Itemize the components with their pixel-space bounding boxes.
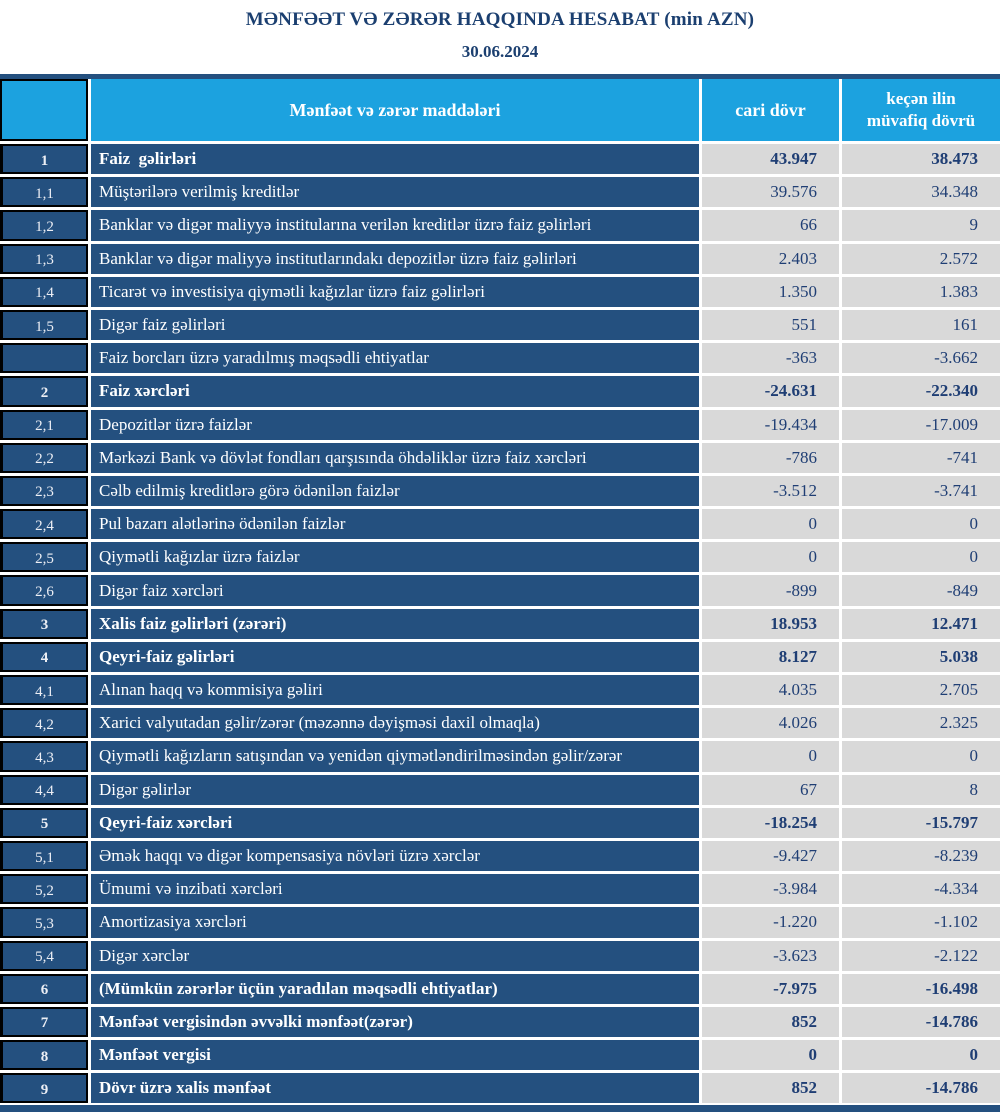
row-current-value: 8.127 bbox=[702, 642, 839, 672]
row-previous-value: 12.471 bbox=[842, 609, 1000, 639]
row-number-cell: 4,2 bbox=[0, 708, 88, 738]
row-current-value: -18.254 bbox=[702, 808, 839, 838]
row-current-value: -7.975 bbox=[702, 974, 839, 1004]
row-previous-value: -4.334 bbox=[842, 874, 1000, 904]
row-previous-value: 9 bbox=[842, 210, 1000, 240]
row-previous-value: -14.786 bbox=[842, 1007, 1000, 1037]
header-items-column: Mənfəət və zərər maddələri bbox=[91, 79, 699, 141]
row-number-cell: 1,1 bbox=[0, 177, 88, 207]
row-current-value: 4.026 bbox=[702, 708, 839, 738]
row-number-cell: 4 bbox=[0, 642, 88, 672]
row-current-value: 852 bbox=[702, 1073, 839, 1103]
row-number-cell: 4,4 bbox=[0, 775, 88, 805]
row-current-value: 1.350 bbox=[702, 277, 839, 307]
row-current-value: -9.427 bbox=[702, 841, 839, 871]
row-label-cell: Banklar və digər maliyyə institutlarındakı depozitlər üzrə faiz gəlirləri bbox=[91, 244, 699, 274]
report-title: MƏNFƏƏT VƏ ZƏRƏR HAQQINDA HESABAT (min AZN) bbox=[245, 9, 755, 30]
row-current-value: 0 bbox=[702, 1040, 839, 1070]
row-number-cell: 3 bbox=[0, 609, 88, 639]
row-previous-value: 8 bbox=[842, 775, 1000, 805]
row-label-cell: Alınan haqq və kommisiya gəliri bbox=[91, 675, 699, 705]
row-label-cell: Əmək haqqı və digər kompensasiya növləri üzrə xərclər bbox=[91, 841, 699, 871]
row-label-cell: Qiymətli kağızlar üzrə faizlər bbox=[91, 542, 699, 572]
row-number-cell: 2,5 bbox=[0, 542, 88, 572]
row-previous-value: -2.122 bbox=[842, 941, 1000, 971]
row-number-cell: 4,1 bbox=[0, 675, 88, 705]
header-corner-cell bbox=[0, 79, 88, 141]
row-number-cell: 1 bbox=[0, 144, 88, 174]
row-current-value: -786 bbox=[702, 443, 839, 473]
row-number-cell: 6 bbox=[0, 974, 88, 1004]
table-bottom-border bbox=[0, 1105, 1000, 1112]
row-previous-value: 1.383 bbox=[842, 277, 1000, 307]
row-number-cell: 2,3 bbox=[0, 476, 88, 506]
row-current-value: 2.403 bbox=[702, 244, 839, 274]
row-current-value: 551 bbox=[702, 310, 839, 340]
row-label-cell: Amortizasiya xərcləri bbox=[91, 907, 699, 937]
row-current-value: 0 bbox=[702, 741, 839, 771]
row-number-cell: 1,4 bbox=[0, 277, 88, 307]
row-label-cell: Müştərilərə verilmiş kreditlər bbox=[91, 177, 699, 207]
row-current-value: 67 bbox=[702, 775, 839, 805]
row-current-value: -3.512 bbox=[702, 476, 839, 506]
row-previous-value: -17.009 bbox=[842, 410, 1000, 440]
row-label-cell: Cəlb edilmiş kreditlərə görə ödənilən faizlər bbox=[91, 476, 699, 506]
row-label-cell: Qeyri-faiz gəlirləri bbox=[91, 642, 699, 672]
row-label-cell: Xalis faiz gəlirləri (zərəri) bbox=[91, 609, 699, 639]
row-number-cell: 5,2 bbox=[0, 874, 88, 904]
row-label-cell: Digər gəlirlər bbox=[91, 775, 699, 805]
row-label-cell: Banklar və digər maliyyə institularına verilən kreditlər üzrə faiz gəlirləri bbox=[91, 210, 699, 240]
row-number-cell: 2,4 bbox=[0, 509, 88, 539]
row-current-value: 0 bbox=[702, 542, 839, 572]
row-number-cell: 5,1 bbox=[0, 841, 88, 871]
row-previous-value: 34.348 bbox=[842, 177, 1000, 207]
row-previous-value: -3.741 bbox=[842, 476, 1000, 506]
header-previous-period: keçən ilin müvafiq dövrü bbox=[842, 79, 1000, 141]
row-label-cell: Depozitlər üzrə faizlər bbox=[91, 410, 699, 440]
row-previous-value: -22.340 bbox=[842, 376, 1000, 406]
row-current-value: 18.953 bbox=[702, 609, 839, 639]
row-current-value: -3.623 bbox=[702, 941, 839, 971]
row-label-cell: Ticarət və investisiya qiymətli kağızlar üzrə faiz gəlirləri bbox=[91, 277, 699, 307]
row-previous-value: 2.705 bbox=[842, 675, 1000, 705]
row-label-cell: Digər faiz gəlirləri bbox=[91, 310, 699, 340]
row-current-value: 0 bbox=[702, 509, 839, 539]
row-previous-value: 0 bbox=[842, 741, 1000, 771]
row-number-cell bbox=[0, 343, 88, 373]
row-previous-value: -849 bbox=[842, 575, 1000, 605]
row-previous-value: -3.662 bbox=[842, 343, 1000, 373]
row-current-value: 66 bbox=[702, 210, 839, 240]
row-label-cell: Qeyri-faiz xərcləri bbox=[91, 808, 699, 838]
row-previous-value: 0 bbox=[842, 542, 1000, 572]
row-number-cell: 2,6 bbox=[0, 575, 88, 605]
row-label-cell: Faiz xərcləri bbox=[91, 376, 699, 406]
row-previous-value: -741 bbox=[842, 443, 1000, 473]
row-previous-value: 2.325 bbox=[842, 708, 1000, 738]
row-previous-value: 0 bbox=[842, 1040, 1000, 1070]
row-previous-value: -1.102 bbox=[842, 907, 1000, 937]
header-current-period: cari dövr bbox=[702, 79, 839, 141]
row-previous-value: -8.239 bbox=[842, 841, 1000, 871]
row-previous-value: 38.473 bbox=[842, 144, 1000, 174]
row-number-cell: 8 bbox=[0, 1040, 88, 1070]
row-label-cell: Xarici valyutadan gəlir/zərər (məzənnə dəyişməsi daxil olmaqla) bbox=[91, 708, 699, 738]
row-current-value: -363 bbox=[702, 343, 839, 373]
row-number-cell: 2,2 bbox=[0, 443, 88, 473]
row-label-cell: Faiz borcları üzrə yaradılmış məqsədli ehtiyatlar bbox=[91, 343, 699, 373]
row-current-value: 4.035 bbox=[702, 675, 839, 705]
row-previous-value: 0 bbox=[842, 509, 1000, 539]
row-label-cell: Qiymətli kağızların satışından və yenidən qiymətləndirilməsindən gəlir/zərər bbox=[91, 741, 699, 771]
row-number-cell: 1,3 bbox=[0, 244, 88, 274]
report-table bbox=[0, 79, 1000, 1103]
row-label-cell: Pul bazarı alətlərinə ödənilən faizlər bbox=[91, 509, 699, 539]
row-number-cell: 4,3 bbox=[0, 741, 88, 771]
row-number-cell: 5,3 bbox=[0, 907, 88, 937]
row-previous-value: -16.498 bbox=[842, 974, 1000, 1004]
row-current-value: -24.631 bbox=[702, 376, 839, 406]
row-number-cell: 9 bbox=[0, 1073, 88, 1103]
row-previous-value: 5.038 bbox=[842, 642, 1000, 672]
row-number-cell: 1,5 bbox=[0, 310, 88, 340]
row-label-cell: (Mümkün zərərlər üçün yaradılan məqsədli ehtiyatlar) bbox=[91, 974, 699, 1004]
row-label-cell: Mənfəət vergisi bbox=[91, 1040, 699, 1070]
row-current-value: 39.576 bbox=[702, 177, 839, 207]
row-current-value: -19.434 bbox=[702, 410, 839, 440]
row-number-cell: 1,2 bbox=[0, 210, 88, 240]
row-number-cell: 2,1 bbox=[0, 410, 88, 440]
row-current-value: -3.984 bbox=[702, 874, 839, 904]
row-number-cell: 5,4 bbox=[0, 941, 88, 971]
row-number-cell: 2 bbox=[0, 376, 88, 406]
row-current-value: 43.947 bbox=[702, 144, 839, 174]
row-label-cell: Dövr üzrə xalis mənfəət bbox=[91, 1073, 699, 1103]
row-label-cell: Faiz gəlirləri bbox=[91, 144, 699, 174]
row-label-cell: Mənfəət vergisindən əvvəlki mənfəət(zərər) bbox=[91, 1007, 699, 1037]
row-label-cell: Ümumi və inzibati xərcləri bbox=[91, 874, 699, 904]
row-label-cell: Mərkəzi Bank və dövlət fondları qarşısında öhdəliklər üzrə faiz xərcləri bbox=[91, 443, 699, 473]
row-number-cell: 5 bbox=[0, 808, 88, 838]
row-current-value: -899 bbox=[702, 575, 839, 605]
row-previous-value: 2.572 bbox=[842, 244, 1000, 274]
row-previous-value: -14.786 bbox=[842, 1073, 1000, 1103]
row-previous-value: -15.797 bbox=[842, 808, 1000, 838]
row-previous-value: 161 bbox=[842, 310, 1000, 340]
row-label-cell: Digər faiz xərcləri bbox=[91, 575, 699, 605]
row-current-value: 852 bbox=[702, 1007, 839, 1037]
report-date: 30.06.2024 bbox=[461, 42, 539, 61]
row-number-cell: 7 bbox=[0, 1007, 88, 1037]
row-current-value: -1.220 bbox=[702, 907, 839, 937]
row-label-cell: Digər xərclər bbox=[91, 941, 699, 971]
